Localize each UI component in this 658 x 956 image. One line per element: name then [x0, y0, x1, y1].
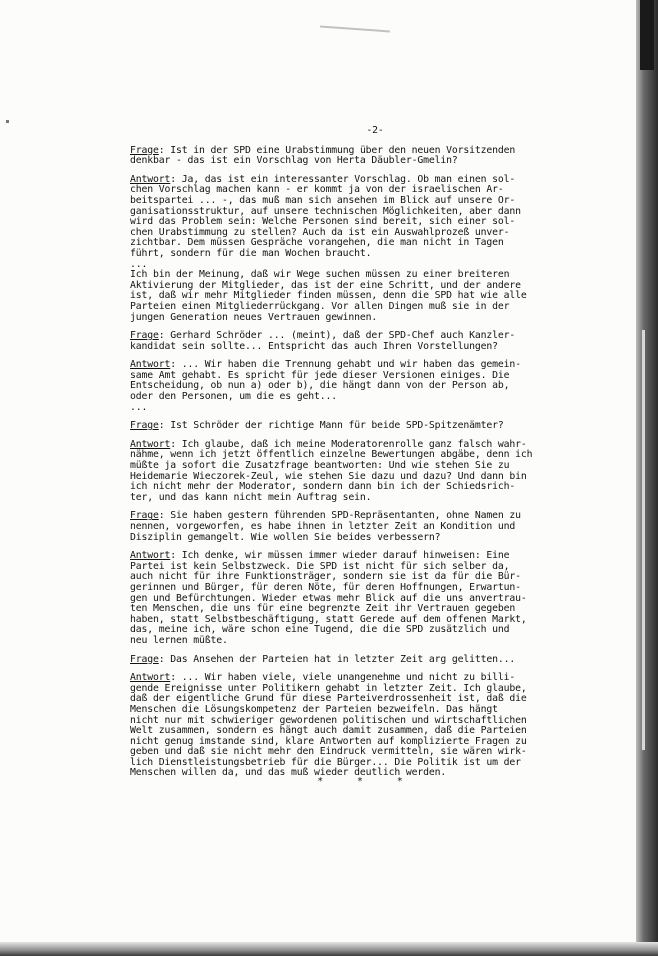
block-text: : Ist in der SPD eine Urabstimmung über den neuen Vorsitzenden denkbar - das ist ein Vorschlag von Herta Däubler-Gmelin?	[130, 144, 516, 167]
speaker-label: Antwort	[130, 550, 171, 562]
page-number: -2-	[366, 125, 384, 136]
question-block	[130, 511, 590, 543]
answer-block	[130, 551, 590, 646]
speaker-label: Frage	[130, 510, 159, 522]
scan-artifact-top	[320, 26, 390, 33]
closing-mark: * * *	[317, 776, 417, 788]
block-text: : Ist Schröder der richtige Mann für beide SPD-Spitzenämter?	[158, 420, 504, 432]
answer-block	[130, 440, 590, 504]
speaker-label: Frage	[130, 144, 159, 156]
scan-edge-right	[636, 0, 658, 956]
speaker-label: Frage	[130, 330, 159, 342]
question-block	[130, 146, 590, 167]
block-text: : Ich denke, wir müssen immer wieder darauf hinweisen: Eine Partei ist kein Selbstzweck. Die SPD ist nicht für sich selber da, auch nicht für ihre Funktionsträger, sondern sie ist da für die Bür- gerinnen und Bürger, für deren Nöte, für deren Hoffnungen, Erwartun- gen und Befürchtungen. Wieder etwas mehr Blick auf die uns anvertrau- ten Menschen, die uns für eine begrenzte Zeit ihr Vertrauen gegeben haben, statt Selbstbeschäftigung, statt Gerede auf dem offenen Markt, das, meine ich, wäre schon eine Tugend, die die SPD zusätzlich und neu lernen müßte.	[130, 550, 527, 646]
question-block	[130, 655, 590, 666]
block-text: : ... Wir haben die Trennung gehabt und wir haben das gemein- same Amt gehabt. Es spricht für jede dieser Versionen einiges. Die Entscheidung, ob nun a) oder b), die hängt dann von der Person ab, oder den Personen, um die es geht... ...	[130, 359, 521, 413]
question-block	[130, 421, 590, 432]
block-text: : Ich glaube, daß ich meine Moderatorenrolle ganz falsch wahr- nähme, wenn ich jetzt öffentlich einzelne Bewertungen abgäbe, denn ich müßte ja sofort die Zusatzfrage beantworten: Und wie stehen Sie zu Heidemarie Wieczorek-Zeul, wie stehen Sie dazu und dazu? Und dann bin ich nicht mehr der Moderator, sondern dann bin ich der Schiedsrich- ter, und das kann nicht mein Auftrag sein.	[130, 438, 533, 503]
scan-edge-stripe	[642, 330, 645, 750]
answer-block	[130, 673, 590, 779]
speaker-label: Frage	[130, 653, 159, 665]
block-text: : Ja, das ist ein interessanter Vorschlag. Ob man einen sol- chen Vorschlag machen kann - er kommt ja von der israelischen Ar- beitspartei ... -, das muß man sich ansehen im Blick auf unsere Or- ganisationsstruktur, auf unsere technischen Möglichkeiten, aber dann wird das Problem sein: Welche Personen sind bereit, sich einer sol- chen Urabstimmung zu stellen? Auch da ist ein Auswahlprozeß unver- zichtbar. Dem müssen Gespräche vorangehen, die man nicht in Tagen führt, sondern für die man Wochen braucht. ... Ich bin der Meinung, daß wir Wege suchen müssen zu einer breiteren Aktivierung der Mitglieder, das ist der eine Schritt, und der andere ist, daß wir mehr Mitglieder finden müssen, denn die SPD hat wie alle Parteien einen Mitgliederrückgang. Vor allen Dingen muß sie in der jungen Generation neues Vertrauen gewinnen.	[130, 173, 527, 323]
answer-block	[130, 360, 590, 413]
scan-edge-bottom	[0, 942, 658, 956]
block-text: : Sie haben gestern führenden SPD-Repräsentanten, ohne Namen zu nennen, vorgeworfen, es habe ihnen in letzter Zeit an Kondition und Disziplin gemangelt. Wie wollen Sie beides verbessern?	[130, 510, 521, 543]
speaker-label: Frage	[130, 420, 159, 432]
scan-edge-notch	[640, 0, 654, 70]
speaker-label: Antwort	[130, 672, 171, 684]
block-text: : Das Ansehen der Parteien hat in letzter Zeit arg gelitten...	[158, 653, 516, 665]
question-block	[130, 331, 590, 352]
speaker-label: Antwort	[130, 359, 171, 371]
block-text: : ... Wir haben viele, viele unangenehme und nicht zu billi- gende Ereignisse unter Politikern gehabt in letzter Zeit. Ich glaube, daß der eigentliche Grund für diese Parteiverdrossenheit ist, daß die Menschen die Lösungskompetenz der Parteien bezweifeln. Das hängt nicht nur mit schwieriger gewordenen politischen und wirtschaftlichen Welt zusammen, sondern es hängt auch damit zusammen, daß die Parteien nicht genug imstande sind, klare Antworten auf komplizierte Fragen zu geben und daß sie nicht mehr den Eindruck vermitteln, sie wären wirk- lich Dienstleistungsbetrieb für die Bürger... Die Politik ist um der Menschen willen da, und das muß wieder deutlich werden.	[130, 672, 527, 779]
speaker-label: Antwort	[130, 173, 171, 185]
scan-artifact-dot	[6, 120, 9, 123]
answer-block	[130, 175, 590, 323]
block-text: : Gerhard Schröder ... (meint), daß der SPD-Chef auch Kanzler- kandidat sein sollte... Entspricht das auch Ihren Vorstellungen?	[130, 330, 516, 352]
document-body	[130, 126, 590, 788]
speaker-label: Antwort	[130, 438, 171, 450]
